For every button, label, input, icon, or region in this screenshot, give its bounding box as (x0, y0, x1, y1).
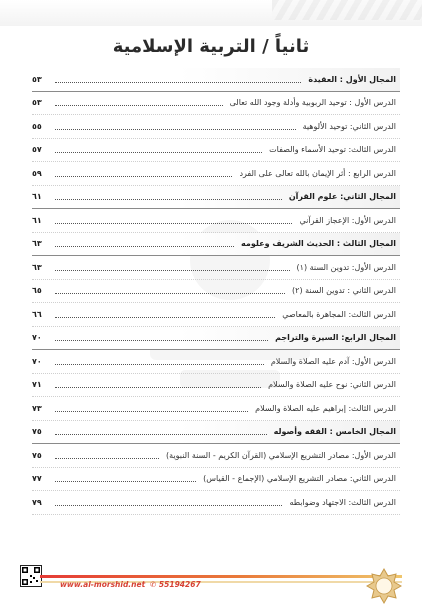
toc-section-row (32, 421, 400, 445)
toc-lesson-row (32, 397, 400, 421)
toc-lesson-title: الدرس الأول: تدوين السنة (١) (296, 262, 396, 272)
toc-dot-leader (55, 223, 292, 224)
header-decoration (0, 0, 422, 26)
toc-dot-leader (55, 82, 301, 83)
toc-lesson-title: الدرس الرابع : أثر الإيمان بالله تعالى على الفرد (239, 168, 396, 178)
toc-dot-leader (55, 340, 268, 341)
toc-page-number: ٧٥ (32, 450, 42, 460)
toc-section-title: المجال الثاني: علوم القرآن (288, 192, 396, 202)
toc-page-number: ٧٩ (32, 497, 42, 507)
toc-dot-leader (55, 270, 290, 271)
toc-dot-leader (55, 152, 262, 153)
toc-lesson-row (32, 303, 400, 327)
toc-lesson-title: الدرس الأول : توحيد الربوبية وأدلة وجود الله تعالى (229, 98, 396, 108)
toc-lesson-title: الدرس الأول: الإعجاز القرآني (299, 215, 396, 225)
toc-page-number: ٧٥ (32, 427, 42, 437)
phone-icon: ✆ (150, 580, 157, 589)
toc-lesson-title: الدرس الثاني : تدوين السنة (٢) (292, 286, 396, 296)
toc-dot-leader (55, 246, 234, 247)
toc-lesson-title: الدرس الأول: آدم عليه الصلاة والسلام (270, 356, 396, 366)
toc-section-row (32, 68, 400, 92)
toc-lesson-row (32, 280, 400, 304)
toc-page-number: ٥٣ (32, 98, 42, 108)
toc-section-row (32, 186, 400, 210)
toc-lesson-title: الدرس الثالث: توحيد الأسماء والصفات (269, 145, 396, 155)
toc-lesson-row (32, 115, 400, 139)
toc-dot-leader (55, 481, 196, 482)
toc-dot-leader (55, 293, 285, 294)
toc-lesson-row (32, 162, 400, 186)
toc-lesson-row (32, 256, 400, 280)
toc-page-number: ٧١ (32, 380, 42, 390)
toc-section-title: المجال الخامس : الفقه وأصوله (273, 427, 396, 437)
toc-page-number: ٧٧ (32, 474, 42, 484)
table-of-contents (32, 68, 400, 515)
toc-lesson-title: الدرس الثاني: توحيد الألوهية (302, 121, 396, 131)
toc-section-row (32, 233, 400, 257)
toc-page-number: ٧٣ (32, 403, 42, 413)
toc-lesson-title: الدرس الثاني: مصادر التشريع الإسلامي (الإجماع - القياس) (203, 474, 396, 484)
toc-page-number: ٥٧ (32, 145, 42, 155)
toc-dot-leader (55, 129, 296, 130)
toc-lesson-row (32, 491, 400, 515)
toc-dot-leader (55, 105, 223, 106)
toc-lesson-row (32, 374, 400, 398)
toc-page-number: ٦٣ (32, 239, 42, 249)
toc-page-number: ٥٥ (32, 121, 42, 131)
toc-lesson-row (32, 209, 400, 233)
toc-dot-leader (55, 505, 282, 506)
page-footer (0, 560, 422, 605)
toc-page-number: ٦٥ (32, 286, 42, 296)
footer-line (40, 575, 402, 578)
footer-website: www.al-morshid.net (60, 580, 146, 589)
toc-dot-leader (55, 176, 232, 177)
toc-section-row (32, 327, 400, 351)
toc-lesson-row (32, 92, 400, 116)
toc-page-number: ٦١ (32, 192, 42, 202)
toc-dot-leader (55, 434, 267, 435)
toc-page-number: ٧٠ (32, 333, 42, 343)
toc-dot-leader (55, 199, 282, 200)
page-title: ثانياً / التربية الإسلامية (112, 36, 310, 57)
toc-section-title: المجال الرابع: السيرة والتراجم (275, 333, 396, 343)
toc-section-title: المجال الثالث : الحديث الشريف وعلومه (241, 239, 396, 249)
toc-lesson-title: الدرس الثالث: إبراهيم عليه الصلاة والسلام (255, 403, 396, 413)
toc-page-number: ٥٣ (32, 74, 42, 84)
toc-lesson-title: الدرس الأول: مصادر التشريع الإسلامي (القرآن الكريم - السنة النبوية) (166, 450, 396, 460)
toc-page-number: ٦١ (32, 215, 42, 225)
toc-lesson-title: الدرس الثالث: المجاهرة بالمعاصي (282, 309, 396, 319)
footer-phone (150, 580, 201, 589)
toc-lesson-row (32, 468, 400, 492)
footer-phone-number: 55194267 (158, 580, 201, 589)
toc-dot-leader (55, 411, 248, 412)
toc-lesson-row (32, 139, 400, 163)
toc-lesson-row (32, 350, 400, 374)
toc-lesson-title: الدرس الثالث: الاجتهاد وضوابطه (289, 497, 396, 507)
toc-dot-leader (55, 458, 159, 459)
qr-code-icon (20, 565, 42, 587)
page-badge-icon (366, 568, 402, 604)
toc-lesson-title: الدرس الثاني: نوح عليه الصلاة والسلام (268, 380, 396, 390)
toc-dot-leader (55, 387, 261, 388)
toc-section-title: المجال الأول : العقيدة (308, 74, 396, 84)
toc-page-number: ٦٦ (32, 309, 42, 319)
toc-dot-leader (55, 317, 275, 318)
toc-page-number: ٦٣ (32, 262, 42, 272)
toc-dot-leader (55, 364, 264, 365)
toc-page-number: ٥٩ (32, 168, 42, 178)
toc-lesson-row (32, 444, 400, 468)
toc-page-number: ٧٠ (32, 356, 42, 366)
